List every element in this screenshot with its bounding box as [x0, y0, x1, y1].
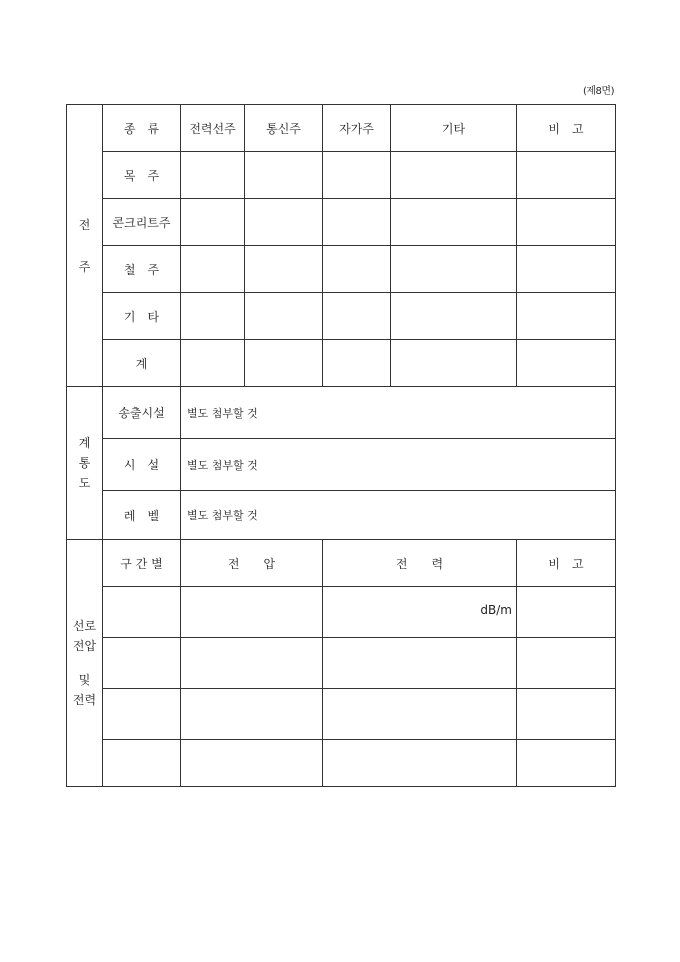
- pole-row-label: 목 주: [103, 152, 181, 199]
- pole-cell[interactable]: [323, 293, 391, 340]
- line-cell[interactable]: [181, 689, 323, 740]
- pole-cell[interactable]: [323, 246, 391, 293]
- pole-cell[interactable]: [245, 293, 323, 340]
- pole-cell[interactable]: [517, 293, 616, 340]
- pole-row-label: 기 타: [103, 293, 181, 340]
- power-header: 전 력: [323, 540, 517, 587]
- pole-cell[interactable]: [181, 199, 245, 246]
- pole-total-cell[interactable]: [245, 340, 323, 387]
- pole-type-header: 종 류: [103, 105, 181, 152]
- pole-cell[interactable]: [245, 152, 323, 199]
- pole-total-cell[interactable]: [517, 340, 616, 387]
- line-category-line: 전력: [72, 693, 97, 707]
- line-category-line: 및: [78, 673, 91, 687]
- pole-cell[interactable]: [517, 199, 616, 246]
- diagram-category-char: 도: [78, 476, 91, 490]
- pole-cell[interactable]: [323, 152, 391, 199]
- pole-cell[interactable]: [181, 246, 245, 293]
- line-cell[interactable]: [181, 587, 323, 638]
- line-category-cell: [67, 540, 103, 787]
- diagram-category-cell: [67, 387, 103, 540]
- pole-total-cell[interactable]: [391, 340, 517, 387]
- pole-cell[interactable]: [245, 246, 323, 293]
- private-pole-header: 자가주: [323, 105, 391, 152]
- pole-cell[interactable]: [245, 199, 323, 246]
- pole-cell[interactable]: [391, 293, 517, 340]
- diagram-row-value: 별도 첨부할 것: [181, 439, 616, 491]
- pole-cell[interactable]: [323, 199, 391, 246]
- pole-category-cell: [67, 105, 103, 387]
- line-cell[interactable]: [181, 740, 323, 787]
- pole-row-label: 콘크리트주: [103, 199, 181, 246]
- pole-cell[interactable]: [391, 246, 517, 293]
- form-table: [66, 104, 616, 787]
- line-cell[interactable]: [517, 587, 616, 638]
- pole-cell[interactable]: [517, 246, 616, 293]
- line-note-header: 비 고: [517, 540, 616, 587]
- line-cell[interactable]: [103, 587, 181, 638]
- telecom-pole-header: 통신주: [245, 105, 323, 152]
- diagram-category-char: 계: [78, 436, 91, 450]
- pole-row-label: 철 주: [103, 246, 181, 293]
- power-unit-cell: dB/m: [323, 587, 517, 638]
- pole-cell[interactable]: [391, 152, 517, 199]
- line-cell[interactable]: [323, 689, 517, 740]
- diagram-row-value: 별도 첨부할 것: [181, 387, 616, 439]
- line-cell[interactable]: [103, 638, 181, 689]
- line-cell[interactable]: [181, 638, 323, 689]
- line-cell[interactable]: [103, 689, 181, 740]
- line-cell[interactable]: [517, 638, 616, 689]
- other-pole-header: 기타: [391, 105, 517, 152]
- pole-category-char: 주: [78, 259, 91, 274]
- page-label: (제8면): [583, 86, 614, 97]
- diagram-category-char: 통: [78, 456, 91, 470]
- line-cell[interactable]: [517, 689, 616, 740]
- power-pole-header: 전력선주: [181, 105, 245, 152]
- pole-cell[interactable]: [181, 152, 245, 199]
- line-cell[interactable]: [323, 638, 517, 689]
- pole-cell[interactable]: [391, 199, 517, 246]
- voltage-header: 전 압: [181, 540, 323, 587]
- pole-category-char: 전: [78, 217, 91, 232]
- diagram-row-value: 별도 첨부할 것: [181, 491, 616, 540]
- line-cell[interactable]: [323, 740, 517, 787]
- pole-note-header: 비 고: [517, 105, 616, 152]
- section-header: 구 간 별: [103, 540, 181, 587]
- line-cell[interactable]: [517, 740, 616, 787]
- diagram-row-label: 시 설: [103, 439, 181, 491]
- diagram-row-label: 송출시설: [103, 387, 181, 439]
- pole-row-label: 계: [103, 340, 181, 387]
- diagram-row-label: 레 벨: [103, 491, 181, 540]
- pole-cell[interactable]: [517, 152, 616, 199]
- line-category-line: 전압: [72, 639, 97, 653]
- pole-cell[interactable]: [181, 293, 245, 340]
- pole-total-cell[interactable]: [323, 340, 391, 387]
- line-category-line: 선로: [72, 619, 97, 633]
- line-cell[interactable]: [103, 740, 181, 787]
- pole-total-cell[interactable]: [181, 340, 245, 387]
